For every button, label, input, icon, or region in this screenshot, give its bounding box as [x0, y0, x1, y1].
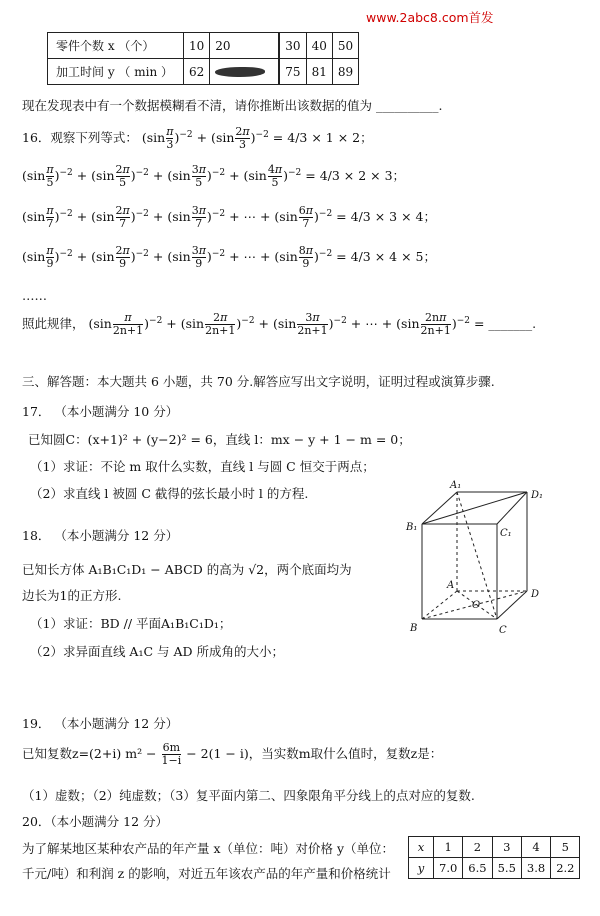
label-a1: A₁	[450, 480, 462, 491]
site-watermark: www.2abc8.com首发	[366, 10, 494, 25]
label-o: O	[472, 600, 481, 611]
label-b: B	[410, 623, 418, 634]
eq4-rhs: = 4/3 × 4 × 5；	[336, 249, 436, 264]
rule-suffix: = _______.	[473, 316, 537, 331]
cell: 6.5	[463, 858, 492, 879]
cell: 75	[280, 59, 306, 85]
cell: 10	[184, 33, 210, 59]
cell: 3	[492, 837, 521, 858]
label-d1: D₁	[531, 490, 544, 501]
cell: 4	[521, 837, 550, 858]
q19-fraction	[162, 742, 182, 767]
q18-part1: （1）求证：BD // 平面A₁B₁C₁D₁；	[30, 616, 232, 631]
cuboid-figure	[400, 474, 560, 644]
eq2-rhs: = 4/3 × 2 × 3；	[305, 168, 406, 183]
q18-title: 18． （本小题满分 12 分）	[22, 528, 179, 543]
cell: 89	[332, 59, 358, 85]
diagonal-b1d1	[422, 492, 527, 524]
q20-title: 20．（本小题满分 12 分）	[22, 814, 169, 829]
q19-parts: （1）虚数；（2）纯虚数；（3）复平面内第二、四象限角平分线上的点对应的复数.	[22, 788, 475, 803]
row-label: x	[409, 837, 434, 858]
frac-denominator: 1−i	[161, 754, 182, 767]
q19-stem-a: 已知复数z=(2+i) m² −	[22, 746, 157, 761]
data-table-2	[408, 836, 580, 879]
cell: 7.0	[434, 858, 463, 879]
q17-part2: （2）求直线 l 被圆 C 截得的弦长最小时 l 的方程.	[30, 486, 309, 501]
label-a: A	[447, 580, 455, 591]
row-label: 加工时间 y （ min ）	[48, 59, 184, 85]
cell: 5.5	[492, 858, 521, 879]
q15-question: 现在发现表中有一个数据模糊看不清，请你推断出该数据的值为 __________.	[22, 98, 443, 113]
q20-line1: 为了解某地区某种农产品的年产量 x（单位：吨）对价格 y（单位：	[22, 841, 395, 856]
blurred-cell	[210, 59, 279, 85]
q19-stem-b: − 2(1 − i)，当实数m取什么值时，复数z是：	[186, 746, 443, 761]
q16-intro: 16．观察下列等式： (sin $\frac{\pi}{3}$ )$^{-2}$ + (sin $\frac{2\pi}{3}$ )$^{-2}$ = 4/3 × 1 × 2；	[22, 125, 373, 151]
edge-a1b1	[422, 492, 457, 524]
table-row	[409, 837, 580, 858]
edge-cd	[497, 591, 527, 619]
q18-part2: （2）求异面直线 A₁C 与 AD 所成角的大小；	[30, 644, 284, 659]
eq1-rhs: = 4/3 × 1 × 2；	[272, 130, 373, 145]
cell: 50	[332, 33, 358, 59]
q16-eq2: (sin $\frac{\pi}{5}$ )$^{-2}$ + (sin $\frac{2\pi}{5}$ )$^{-2}$ + (sin $\frac{3\pi}{5}$ )$^{-2}$ + (sin $\frac{4\pi}{5}$ )$^{-2}$ = 4/3 × 2 × 3；	[22, 163, 406, 189]
rule-prefix: 照此规律，	[22, 316, 85, 331]
eq3-rhs: = 4/3 × 3 × 4；	[336, 209, 436, 224]
label-c: C	[499, 625, 507, 636]
q16-eq3: (sin $\frac{\pi}{7}$ )$^{-2}$ + (sin $\frac{2\pi}{7}$ )$^{-2}$ + (sin $\frac{3\pi}{7}$ )$^{-2}$ + ⋯ + (sin $\frac{6\pi}{7}$ )$^{-2}$ = 4/3 × 3 × 4；	[22, 204, 436, 230]
cell: 2	[463, 837, 492, 858]
cell: 62	[184, 59, 210, 85]
q16-rule: 照此规律， (sin $\frac{\pi}{2n+1}$ )$^{-2}$ + (sin $\frac{2\pi}{2n+1}$ )$^{-2}$ + (sin $\frac{3\pi}{2n+1}$ )$^{-2}$ + ⋯ + (sin $\frac{2n\pi}{2n+1}$ )$^{-2}$ = _______.	[22, 311, 537, 337]
cell: 5	[551, 837, 580, 858]
q17-title: 17． （本小题满分 10 分）	[22, 404, 179, 419]
cell: 2.2	[551, 858, 580, 879]
cell: 81	[306, 59, 332, 85]
ink-blot-icon	[215, 67, 265, 77]
q16-eq4: (sin $\frac{\pi}{9}$ )$^{-2}$ + (sin $\frac{2\pi}{9}$ )$^{-2}$ + (sin $\frac{3\pi}{9}$ )$^{-2}$ + ⋯ + (sin $\frac{8\pi}{9}$ )$^{-2}$ = 4/3 × 4 × 5；	[22, 244, 436, 270]
table-row	[48, 59, 359, 85]
cell: 20	[210, 33, 279, 59]
q16-dots: ……	[22, 288, 47, 303]
table-row	[48, 33, 359, 59]
q18-stem-2: 边长为1的正方形.	[22, 588, 122, 603]
q18-stem-1: 已知长方体 A₁B₁C₁D₁ − ABCD 的高为 √2，两个底面均为	[22, 562, 352, 577]
data-table-1	[47, 32, 359, 85]
q17-stem: 已知圆C：(x+1)² + (y−2)² = 6，直线 l：mx − y + 1 − m = 0；	[28, 432, 411, 447]
table-row	[409, 858, 580, 879]
section-3-heading: 三、解答题：本大题共 6 小题，共 70 分.解答应写出文字说明，证明过程或演算步骤.	[22, 374, 495, 389]
row-label: y	[409, 858, 434, 879]
q17-part1: （1）求证：不论 m 取什么实数，直线 l 与圆 C 恒交于两点；	[30, 459, 375, 474]
label-b1: B₁	[406, 522, 418, 533]
edge-ba	[422, 591, 457, 619]
label-d: D	[531, 589, 540, 600]
cell: 30	[280, 33, 306, 59]
q20-line2: 千元/吨）和利润 z 的影响，对近五年该农产品的年产量和价格统计	[22, 866, 391, 881]
row-label: 零件个数 x （个）	[48, 33, 184, 59]
q19-title: 19． （本小题满分 12 分）	[22, 716, 179, 731]
cell: 3.8	[521, 858, 550, 879]
q19-stem	[22, 742, 442, 767]
q16-label: 16．观察下列等式：	[22, 130, 138, 145]
cell: 1	[434, 837, 463, 858]
frac-numerator: 6m	[162, 741, 181, 754]
cell: 40	[306, 33, 332, 59]
label-c1: C₁	[500, 528, 512, 539]
